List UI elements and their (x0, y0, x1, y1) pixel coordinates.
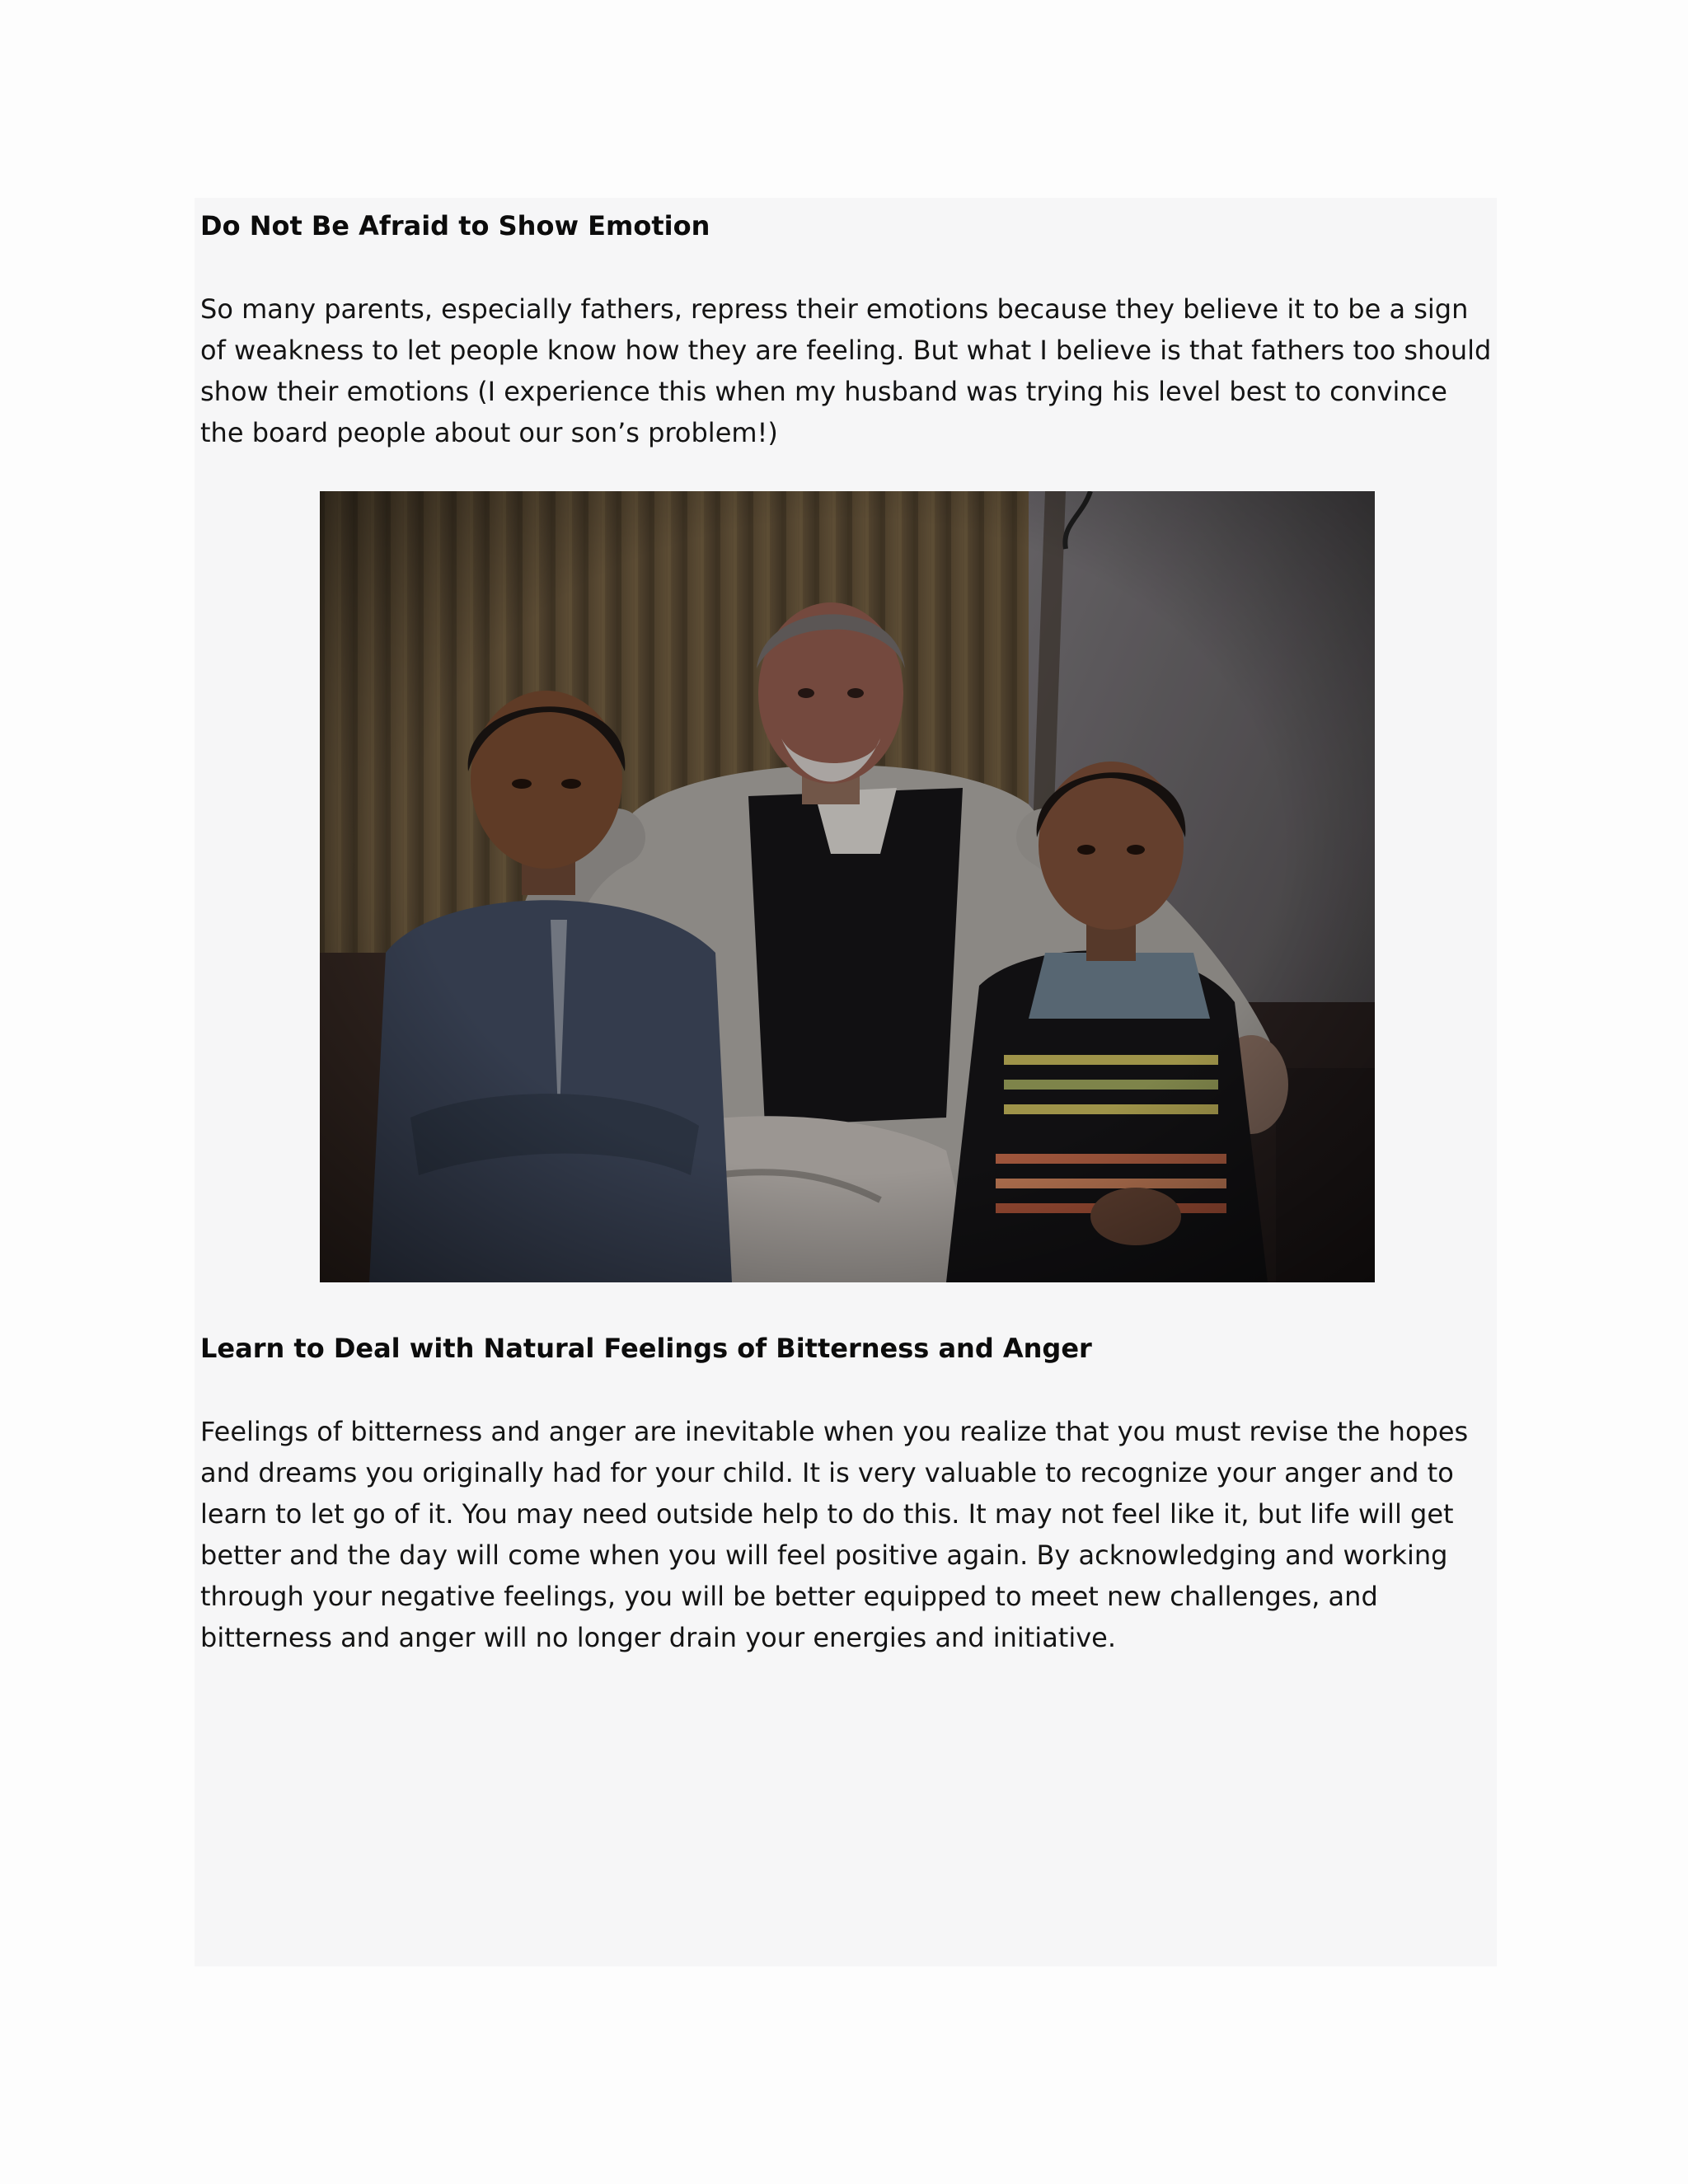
section-heading-show-emotion: Do Not Be Afraid to Show Emotion (200, 210, 710, 241)
section-heading-bitterness-anger: Learn to Deal with Natural Feelings of Bitterness and Anger (200, 1333, 1092, 1364)
section-body-show-emotion: So many parents, especially fathers, repress their emotions because they believe it to be a sign of weakness to let people know how they are feeling. But what I believe is that fathers too should show their emotions (I experience this when my husband was trying his level best to convince the board people about our son’s problem!) (200, 293, 1492, 448)
document-content (200, 211, 1493, 1658)
family-photo-illustration (320, 491, 1375, 1282)
family-photo (320, 491, 1375, 1282)
section-body-bitterness-anger: Feelings of bitterness and anger are inevitable when you realize that you must revise the hopes and dreams you originally had for your child. It is very valuable to recognize your anger and to learn to let go of it. You may need outside help to do this. It may not feel like it, but life will get better and the day will come when you will feel positive again. By acknowledging and working through your negative feelings, you will be better equipped to meet new challenges, and bitterness and anger will no longer drain your energies and initiative. (200, 1416, 1469, 1653)
